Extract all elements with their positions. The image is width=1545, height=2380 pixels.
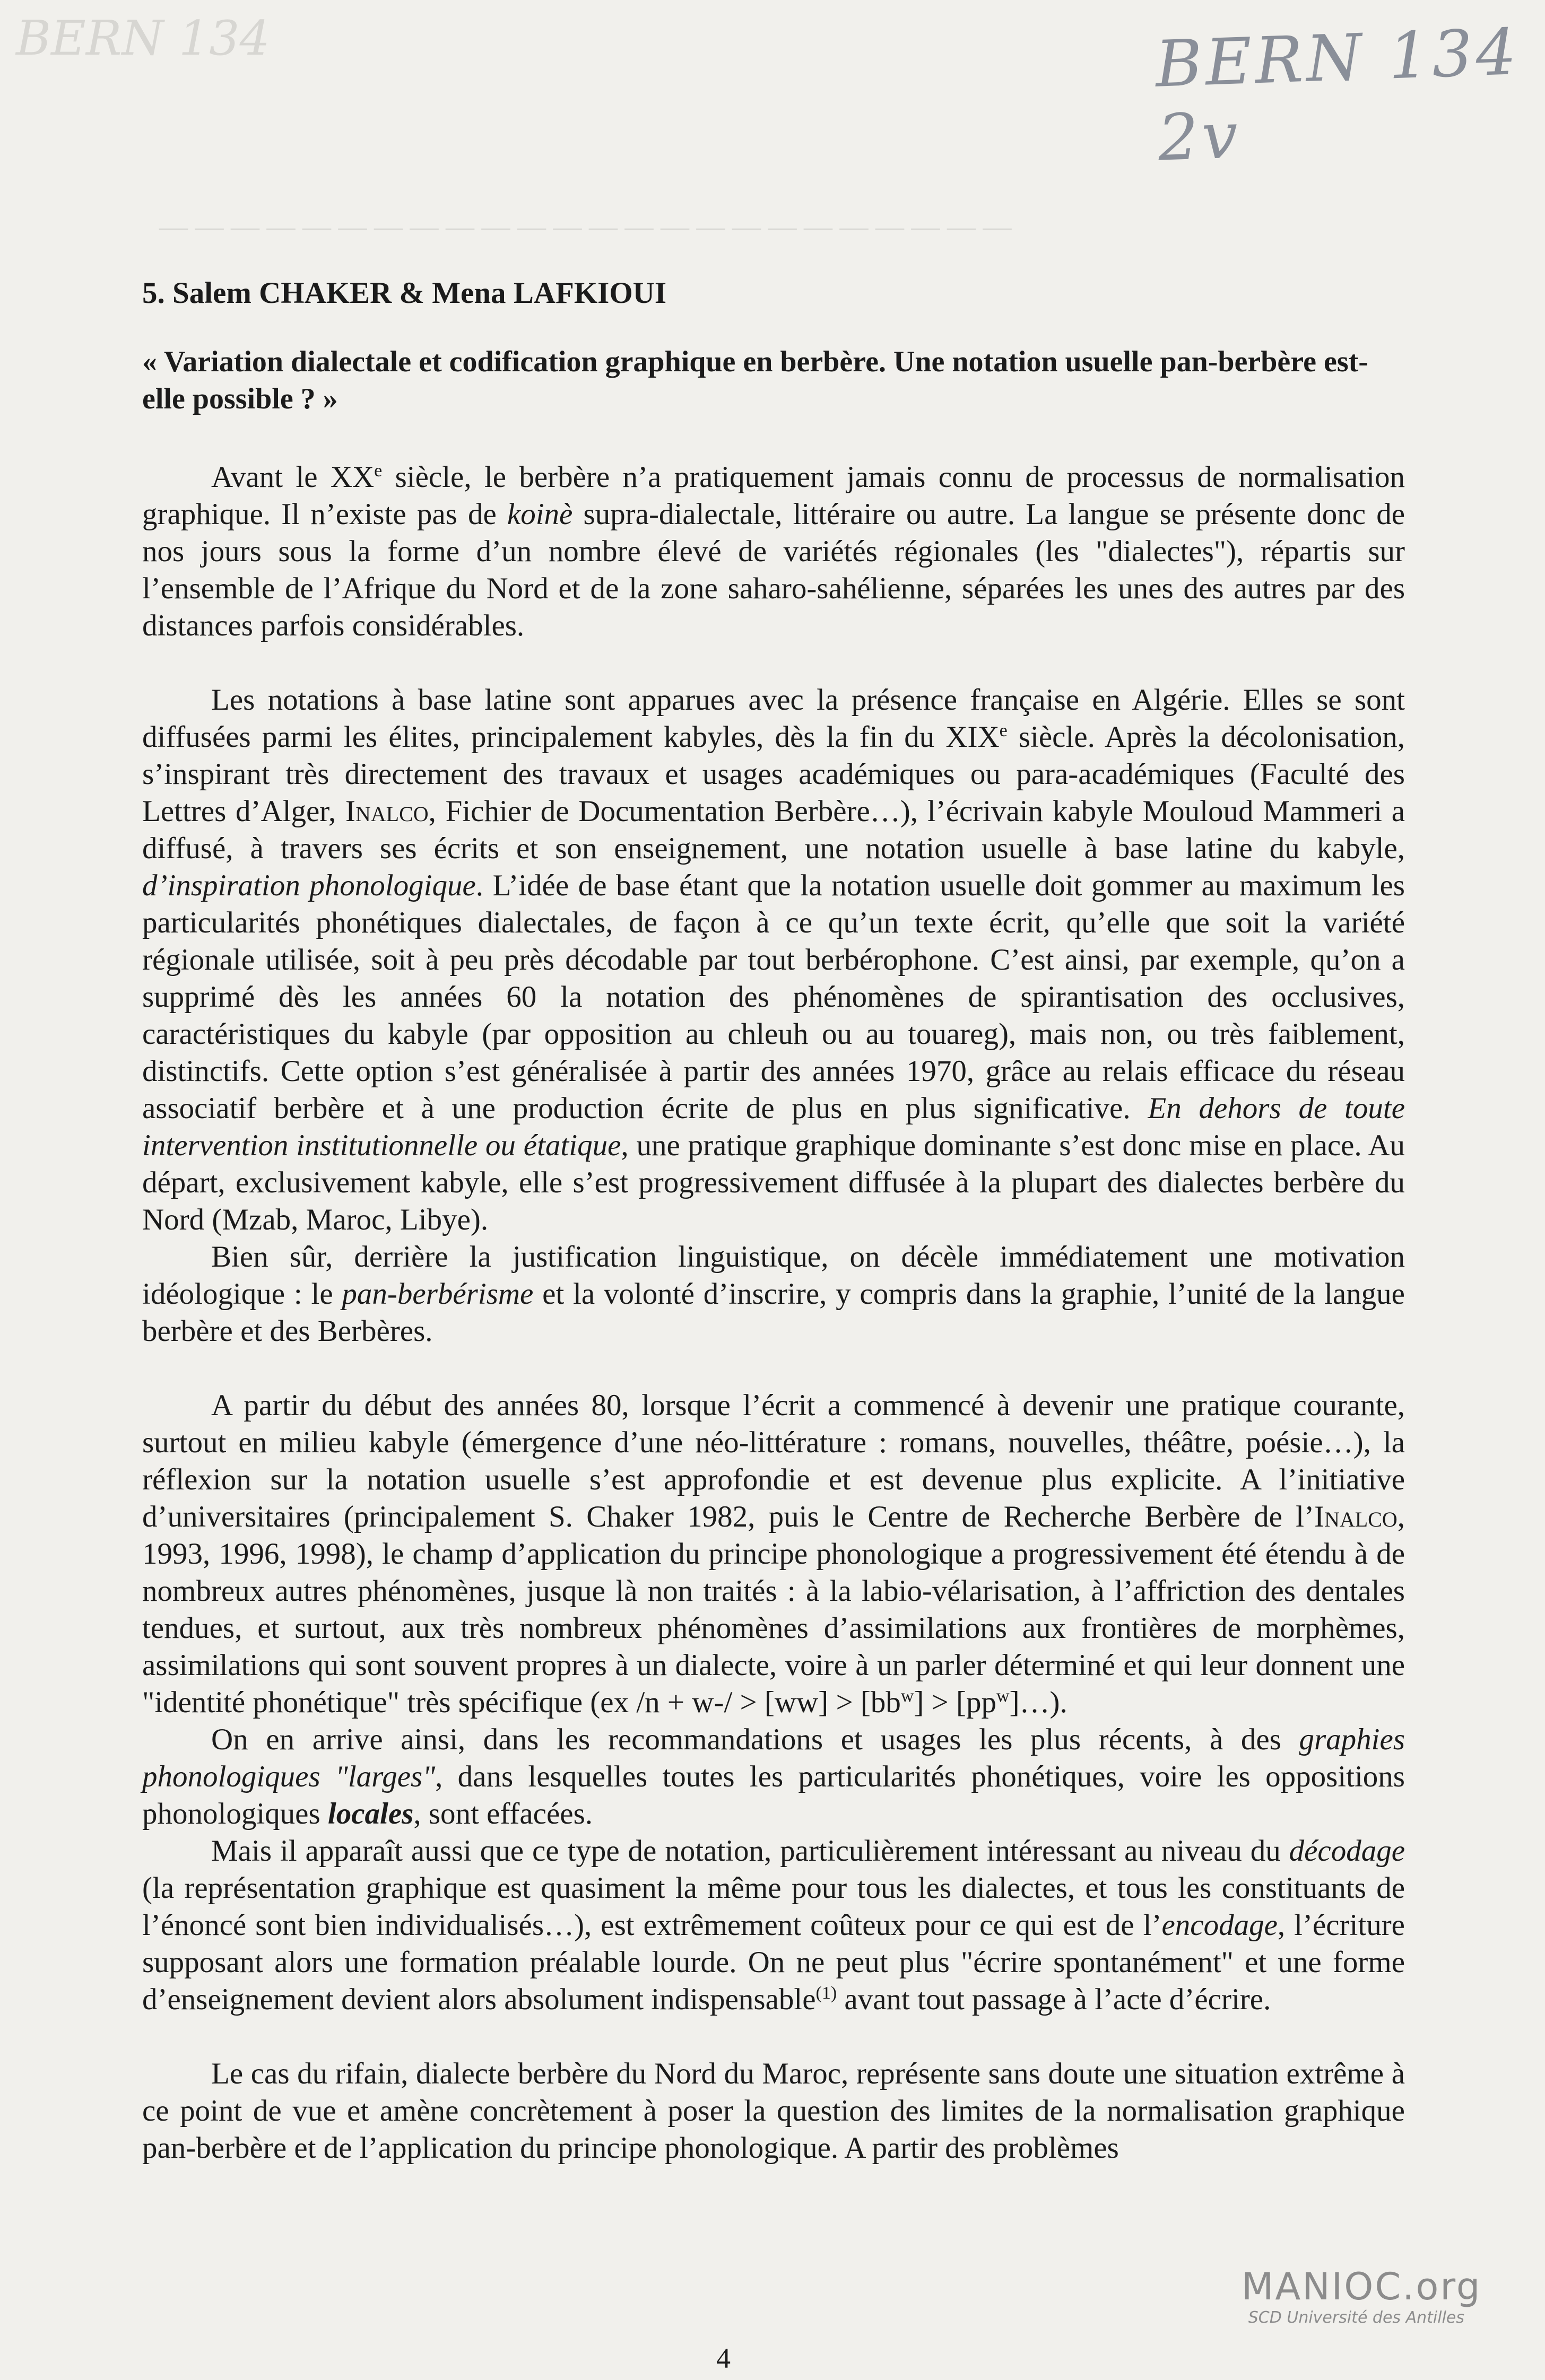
paragraph-2: Les notations à base latine sont apparues avec la présence française en Algérie. Elles se sont diffusées parmi les élites, principalement kabyles, dès la fin du XIXe siècle. Après la décolonisation, s’inspirant très directement des travaux et usages académiques ou para-académiques (Faculté des Lettres d’Alger, Inalco, Fichier de Documentation Berbère…), l’écrivain kabyle Mouloud Mammeri a diffusé, à travers ses écrits et son enseignement, une notation usuelle à base latine du kabyle, d’inspiration phonologique. L’idée de base étant que la notation usuelle doit gommer au maximum les particularités phonétiques dialectales, de façon à ce qu’un texte écrit, qu’elle que soit la variété régionale utilisée, soit à peu près décodable par tout berbérophone. C’est ainsi, par exemple, qu’on a supprimé dès les années 60 la notation des phénomènes de spirantisation des occlusives, caractéristiques du kabyle (par opposition au chleuh ou au touareg), mais non, ou très faiblement, distinctifs. Cette option s’est généralisée à partir des années 1970, grâce au relais efficace du réseau associatif berbère et à une production écrite de plus en plus significative. En dehors de toute intervention institutionnelle ou étatique, une pratique graphique dominante s’est donc mise en place. Au départ, exclusivement kabyle, elle s’est progressivement diffusée à la plupart des dialectes berbère du Nord (Mzab, Maroc, Libye).: [142, 683, 1405, 1236]
paragraph-1: Avant le XXe siècle, le berbère n’a pratiquement jamais connu de processus de normalisation graphique. Il n’existe pas de koinè supra-dialectale, littéraire ou autre. La langue se présente donc de nos jours sous la forme d’un nombre élevé de variétés régionales (les "dialectes"), répartis sur l’ensemble de l’Afrique du Nord et de la zone saharo-sahélienne, séparées les unes des autres par des distances parfois considérables.: [142, 460, 1405, 642]
author2-last-name: LAFKIOUI: [513, 276, 667, 310]
handwritten-shelfmark: BERN 134 2v: [1154, 15, 1521, 176]
author1-first-name: Salem: [172, 276, 251, 310]
logo-subtitle: SCD Université des Antilles: [1248, 2308, 1464, 2327]
show-through-text: — — — — — — — — — — — — — — — — — — — — — — — —: [159, 211, 1012, 242]
paragraph-3: Bien sûr, derrière la justification linguistique, on décèle immédiatement une motivation idéologique : le pan-berbérisme et la volonté d’inscrire, y compris dans la graphie, l’unité de la langue berbère et des Berbères.: [142, 1240, 1405, 1348]
authors-heading: [142, 276, 1405, 310]
paragraph-5: On en arrive ainsi, dans les recommandations et usages les plus récents, à des graphies phonologiques "larges", dans lesquelles toutes les particularités phonétiques, voire les oppositions phonologiques locales, sont effacées.: [142, 1723, 1405, 1830]
article-content: [142, 276, 1405, 2167]
author1-last-name: CHAKER: [259, 276, 392, 310]
paragraph-7: Le cas du rifain, dialecte berbère du Nord du Maroc, représente sans doute une situation extrême à ce point de vue et amène concrètement à poser la question des limites de la normalisation graphique pan-berbère et de l’application du principe phonologique. A partir des problèmes: [142, 2057, 1405, 2165]
paragraph-4: A partir du début des années 80, lorsque l’écrit a commencé à devenir une pratique courante, surtout en milieu kabyle (émergence d’une néo-littérature : romans, nouvelles, théâtre, poésie…), la réflexion sur la notation usuelle s’est approfondie et est devenue plus explicite. A l’initiative d’universitaires (principalement S. Chaker 1982, puis le Centre de Recherche Berbère de l’Inalco, 1993, 1996, 1998), le champ d’application du principe phonologique a progressivement été étendu à de nombreux autres phénomènes, jusque là non traités : à la labio-vélarisation, à l’affriction des dentales tendues, et surtout, aux très nombreux phénomènes d’assimilations aux frontières de morphèmes, assimilations qui sont souvent propres à un dialecte, voire à un parler déterminé et qui leur donnent une "identité phonétique" très spécifique (ex $/n + w-/ > [ww] > [bb^w]$ > $[pp^w]\dots$).: [142, 1389, 1405, 1719]
author2-first-name: Mena: [432, 276, 506, 310]
ampersand: &: [399, 276, 424, 310]
article-title: « Variation dialectale et codification graphique en berbère. Une notation usuelle pan-berbère est-elle possible ? »: [142, 345, 1368, 415]
section-number: 5.: [142, 276, 165, 310]
paragraph-6: Mais il apparaît aussi que ce type de notation, particulièrement intéressant au niveau du décodage (la représentation graphique est quasiment la même pour tous les dialectes, et tous les constituants de l’énoncé sont bien individualisés…), est extrêmement coûteux pour ce qui est de l’encodage, l’écriture supposant alors une formation préalable lourde. On ne peut plus "écrire spontanément" et une forme d’enseignement devient alors absolument indispensable$^{(1)}$ avant tout passage à l’acte d’écrire.: [142, 1834, 1405, 2016]
logo-text: MANIOC.org: [1242, 2265, 1482, 2308]
page-number: 4: [716, 2342, 731, 2374]
faint-shelfmark: BERN 134: [16, 11, 270, 66]
manioc-logo: [1242, 2265, 1482, 2327]
